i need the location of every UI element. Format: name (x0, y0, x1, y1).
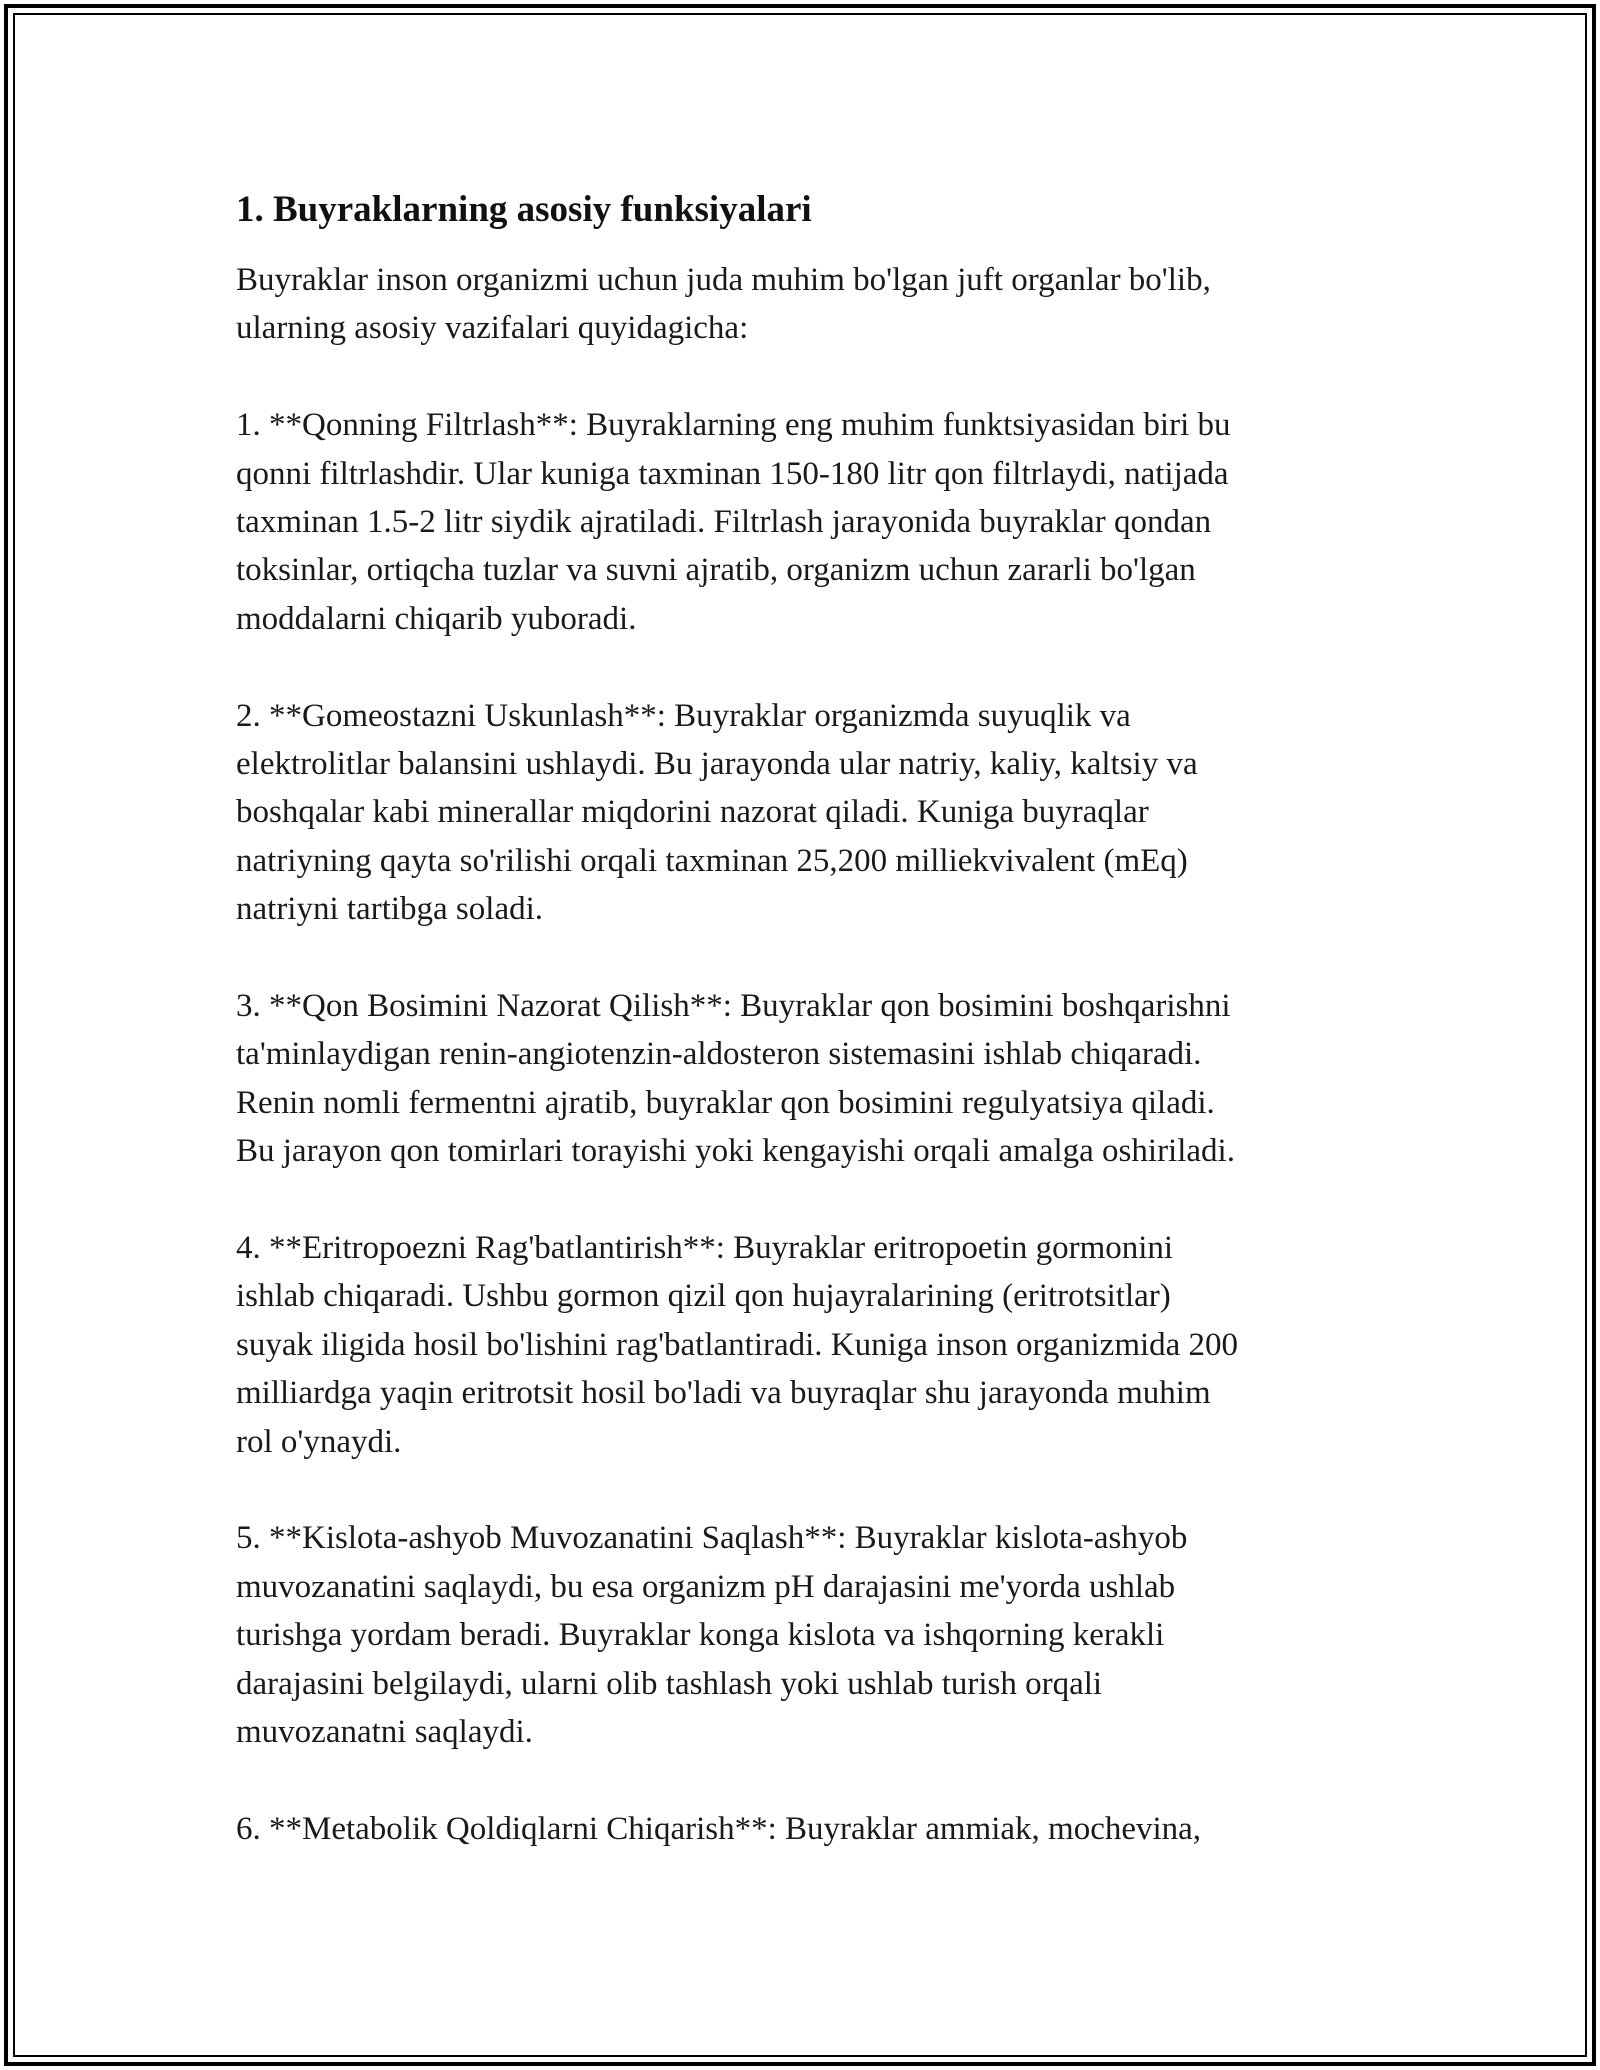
list-item-acid-base: 5. **Kislota-ashyob Muvozanatini Saqlash**: Buyraklar kislota-ashyob muvozanatini saqlaydi, bu esa organizm pH darajasini me'yorda ushlab turishga yordam beradi. Buyraklar konga kislota va ishqorning kerakli darajasini belgilaydi, ularni olib tashlash yoki ushlab turish orqali muvozanatni saqlaydi. (236, 1520, 1188, 1751)
list-item-homeostasis: 2. **Gomeostazni Uskunlash**: Buyraklar organizmda suyuqlik va elektrolitlar balansini ushlaydi. Bu jarayonda ular natriy, kaliy, kaltsiy va boshqalar kabi minerallar miqdorini nazorat qiladi. Kuniga buyraqlar natriyning qayta so'rilishi orqali taxminan 25,200 milliekvivalent (mEq) natriyni tartibga soladi. (236, 697, 1198, 928)
list-item-erythropoiesis: 4. **Eritropoezni Rag'batlantirish**: Buyraklar eritropoetin gormonini ishlab chiqaradi. Ushbu gormon qizil qon hujayralarining (eritrotsitlar) suyak iligida hosil bo'lishini rag'batlantiradi. Kuniga inson organizmida 200 milliardga yaqin eritrotsit hosil bo'ladi va buyraqlar shu jarayonda muhim rol o'ynaydi. (236, 1230, 1239, 1460)
list-item-metabolic-waste: 6. **Metabolik Qoldiqlarni Chiqarish**: Buyraklar ammiak, mochevina, (236, 1810, 1202, 1847)
document-body (236, 186, 1366, 1902)
list-item-filtration: 1. **Qonning Filtrlash**: Buyraklarning eng muhim funktsiyasidan biri bu qonni filtrlashdir. Ular kuniga taxminan 150-180 litr qon filtrlaydi, natijada taxminan 1.5-2 litr siydik ajratiladi. Filtrlash jarayonida buyraklar qondan toksinlar, ortiqcha tuzlar va suvni ajratib, organizm uchun zararli bo'lgan moddalarni chiqarib yuboradi. (236, 407, 1231, 637)
intro-paragraph: Buyraklar inson organizmi uchun juda muhim bo'lgan juft organlar bo'lib, ularning asosiy vazifalari quyidagicha: (236, 262, 1211, 347)
section-heading: 1. Buyraklarning asosiy funksiyalari (236, 189, 812, 230)
list-item-blood-pressure: 3. **Qon Bosimini Nazorat Qilish**: Buyraklar qon bosimini boshqarishni ta'minlaydigan renin-angiotenzin-aldosteron sistemasini ishlab chiqaradi. Renin nomli fermentni ajratib, buyraklar qon bosimini regulyatsiya qiladi. Bu jarayon qon tomirlari torayishi yoki kengayishi orqali amalga oshiriladi. (236, 988, 1235, 1170)
